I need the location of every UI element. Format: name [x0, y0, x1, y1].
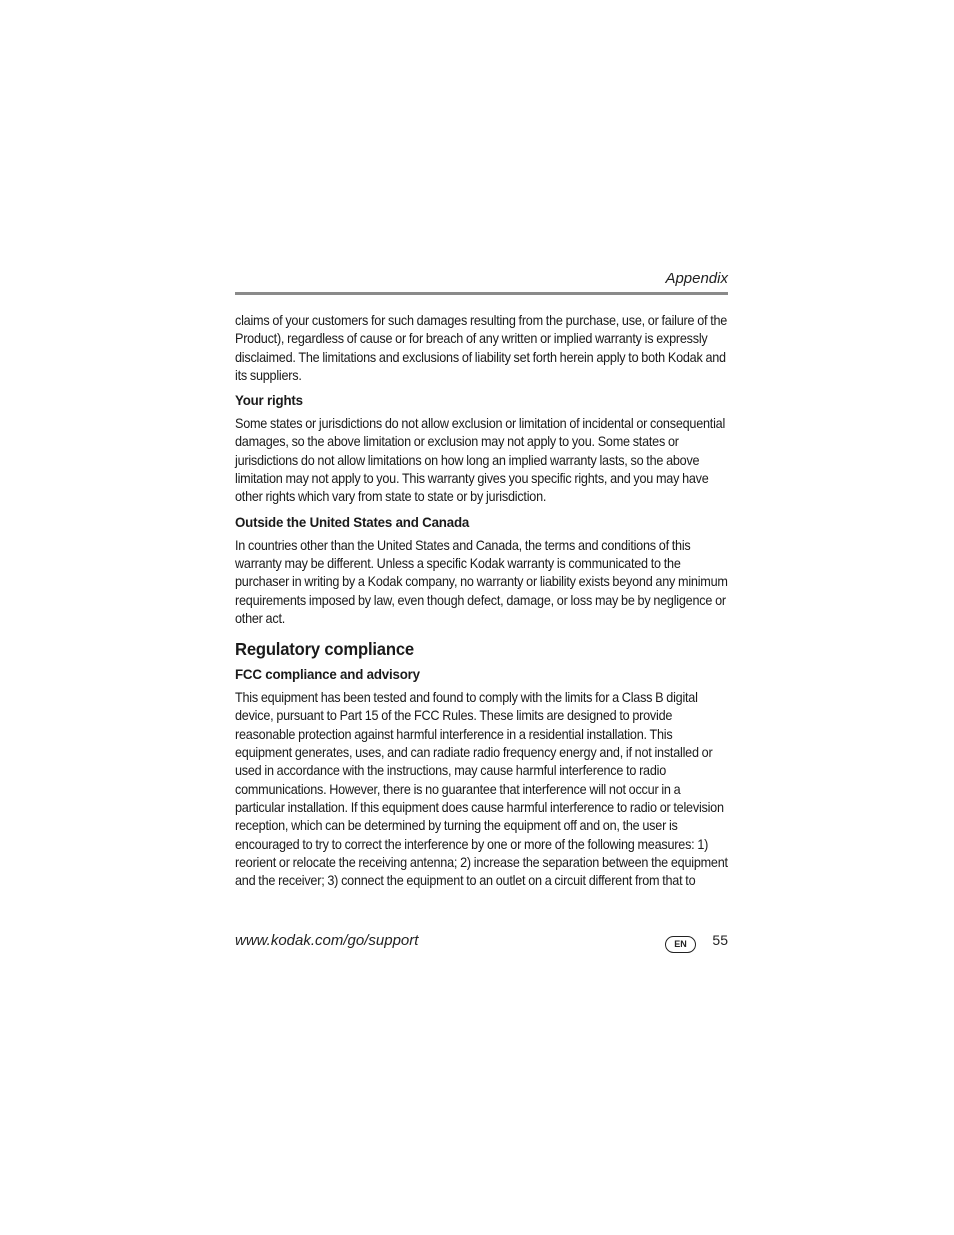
regulatory-compliance-heading: Regulatory compliance: [235, 639, 414, 660]
your-rights-paragraph: Some states or jurisdictions do not allow exclusion or limitation of incidental or consequential damages, so the above limitation or exclusion may not apply to you. Some states or jurisdictions do not allow limitations on how long an implied warranty lasts, so the above limitation may not apply to you. This warranty gives you specific rights, and you may have other rights which vary from state to state or by jurisdiction.: [235, 416, 726, 505]
language-badge: EN: [665, 936, 696, 953]
intro-paragraph: claims of your customers for such damages resulting from the purchase, use, or failure of the Product), regardless of cause or for breach of any written or implied warranty is expressly disclaimed. The limitations and exclusions of liability set forth herein apply to both Kodak and its suppliers.: [235, 313, 728, 383]
outside-us-canada-paragraph: In countries other than the United States and Canada, the terms and conditions of this warranty may be different. Unless a specific Kodak warranty is communicated to the purchaser in writing by a Kodak company, no warranty or liability exists beyond any minimum requirements imposed by law, even though defect, damage, or loss may be by negligence or other act.: [235, 537, 728, 626]
page-content: [235, 312, 728, 890]
fcc-compliance-paragraph: This equipment has been tested and found to comply with the limits for a Class B digital device, pursuant to Part 15 of the FCC Rules. These limits are designed to provide reasonable protection against harmful interference in a residential installation. This equipment generates, uses, and can radiate radio frequency energy and, if not installed or used in accordance with the instructions, may cause harmful interference to radio communications. However, there is no guarantee that interference will not occur in a particular installation. If this equipment does cause harmful interference to radio or television reception, which can be determined by turning the equipment off and on, the user is encouraged to try to correct the interference by one or more of the following measures: 1) reorient or relocate the receiving antenna; 2) increase the separation between the equipment and the receiver; 3) connect the equipment to an outlet on a circuit different from that to: [235, 690, 728, 889]
outside-us-canada-heading: Outside the United States and Canada: [235, 513, 470, 530]
support-url[interactable]: www.kodak.com/go/support: [235, 932, 419, 949]
header-divider: [235, 292, 728, 295]
your-rights-heading: Your rights: [235, 392, 303, 409]
page-number: 55: [712, 932, 728, 948]
fcc-compliance-heading: FCC compliance and advisory: [235, 666, 420, 683]
section-header-label: Appendix: [665, 270, 728, 287]
